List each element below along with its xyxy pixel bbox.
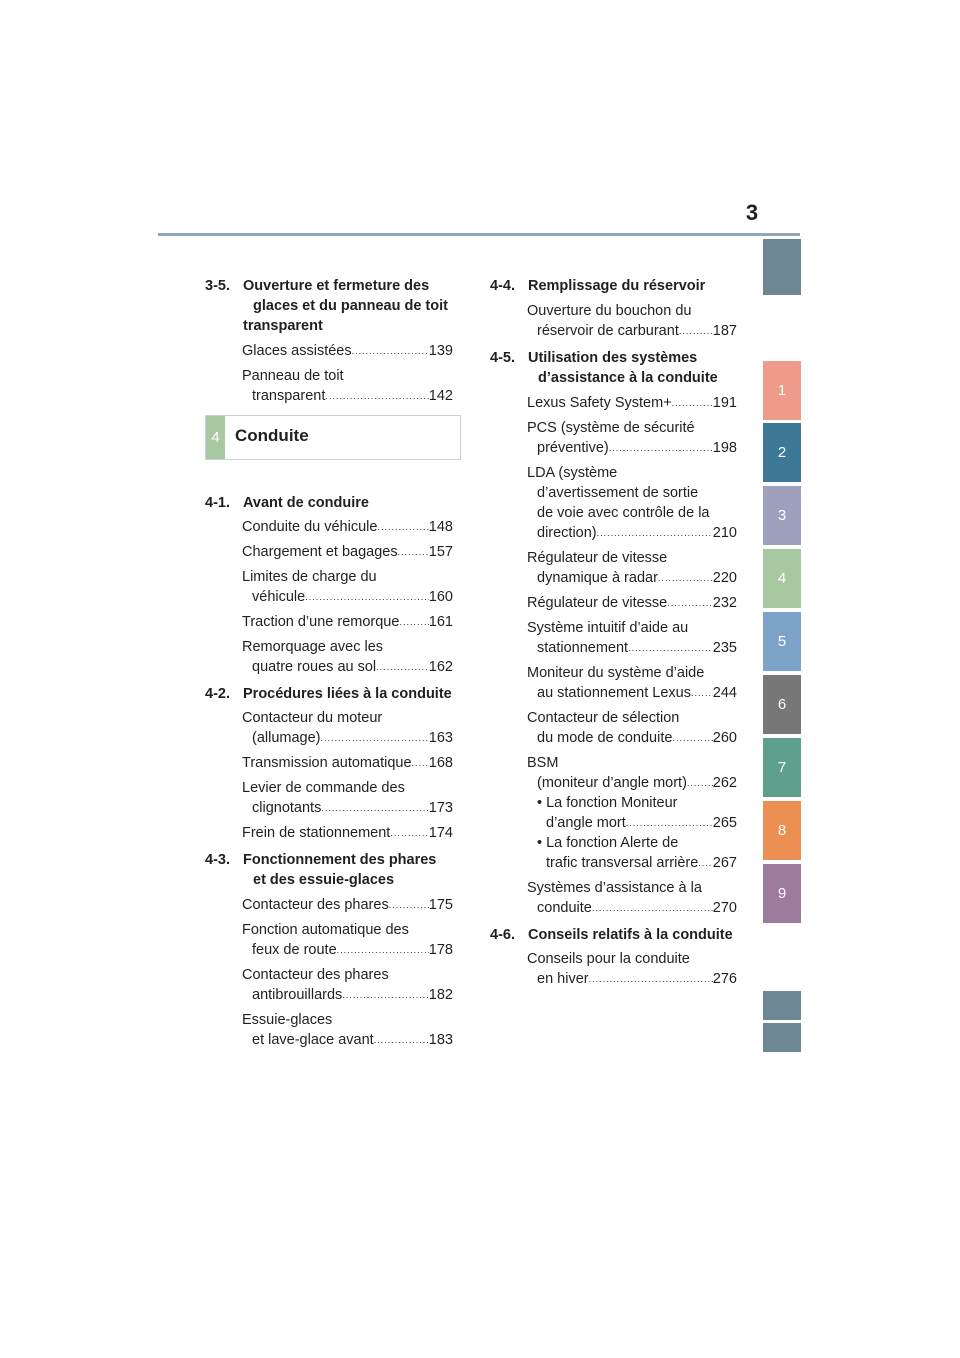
header-rule [158,233,800,236]
subentry-title: • La fonction Moniteur [537,795,678,811]
entry-title: Contacteur des phares [242,897,389,913]
entry-title-cont: clignotants [252,800,322,816]
toc-entry[interactable] [205,965,453,1005]
section-title: Ouverture et fermeture des [243,278,430,294]
toc-entry[interactable] [205,366,453,406]
page-number: 3 [745,200,759,225]
tab-chapter-8[interactable]: 8 [763,801,801,860]
entry-title-cont: de voie avec contrôle de la [537,505,710,521]
entry-page: 220 [712,570,737,586]
section-number: 4-3. [205,852,230,868]
section-4-3[interactable] [205,850,453,890]
toc-entry[interactable] [205,542,453,562]
chapter-title: Conduite [235,426,309,445]
section-number: 3-5. [205,278,230,294]
entry-title: LDA (système [527,465,618,481]
entry-title-cont: du mode de conduite [537,730,673,746]
toc-right-column [490,276,737,989]
toc-entry[interactable] [205,895,453,915]
toc-entry[interactable] [205,1010,453,1050]
toc-entry[interactable] [205,517,453,537]
entry-title: Chargement et bagages [242,544,398,560]
chapter-heading-box [205,415,461,460]
section-4-6[interactable] [490,925,737,945]
entry-page: 163 [428,730,453,746]
subentry-title-cont: trafic transversal arrière [546,855,699,871]
entry-page: 232 [712,595,737,611]
toc-entry[interactable] [490,418,737,458]
entry-title-cont: conduite [537,900,592,916]
entry-title: Systèmes d’assistance à la [527,880,702,896]
entry-title: Régulateur de vitesse [527,595,668,611]
entry-page: 191 [712,395,737,411]
entry-title: Glaces assistées [242,343,352,359]
toc-entry[interactable] [490,301,737,341]
section-title: Avant de conduire [243,495,369,511]
section-title: Fonctionnement des phares [243,852,437,868]
entry-title: Régulateur de vitesse [527,550,668,566]
toc-entry[interactable] [205,753,453,773]
tab-chapter-7[interactable]: 7 [763,738,801,797]
entry-title: Contacteur du moteur [242,710,383,726]
tab-chapter-9[interactable]: 9 [763,864,801,923]
entry-page: 244 [712,685,737,701]
section-title: Remplissage du réservoir [528,278,706,294]
tab-chapter-3[interactable]: 3 [763,486,801,545]
entry-page: 276 [712,971,737,987]
toc-entry[interactable] [205,341,453,361]
entry-title-cont: quatre roues au sol [252,659,377,675]
toc-entry[interactable] [205,708,453,748]
entry-page: 178 [428,942,453,958]
toc-entry[interactable] [490,949,737,989]
subentry-title-cont: d’angle mort [546,815,626,831]
tab-chapter-1[interactable]: 1 [763,361,801,420]
entry-title-cont: d’avertissement de sortie [537,485,699,501]
toc-entry[interactable] [490,618,737,658]
entry-title-cont: feux de route [252,942,337,958]
toc-entry[interactable] [490,593,737,613]
entry-title: BSM [527,755,559,771]
section-number: 4-5. [490,350,515,366]
section-title: Procédures liées à la conduite [243,686,452,702]
entry-page: 260 [712,730,737,746]
entry-title: Panneau de toit [242,368,344,384]
toc-entry[interactable] [205,823,453,843]
entry-page: 198 [712,440,737,456]
toc-entry[interactable] [205,637,453,677]
entry-page: 168 [428,755,453,771]
tab-top-1[interactable] [763,239,801,295]
entry-title-cont: transparent [252,388,326,404]
entry-title: Contacteur des phares [242,967,389,983]
section-title-cont: glaces et du panneau de toit [253,298,448,314]
entry-page: 183 [428,1032,453,1048]
entry-page: 267 [712,855,737,871]
toc-entry[interactable] [205,778,453,818]
entry-page: 148 [428,519,453,535]
entry-title: PCS (système de sécurité [527,420,695,436]
entry-title: Traction d’une remorque [242,614,400,630]
entry-title-cont: véhicule [252,589,306,605]
entry-title: Transmission automatique [242,755,412,771]
toc-subentry[interactable] [490,793,737,833]
toc-entry[interactable] [490,463,737,543]
section-number: 4-2. [205,686,230,702]
toc-entry[interactable] [490,663,737,703]
section-number: 4-1. [205,495,230,511]
section-4-1[interactable] [205,493,453,513]
toc-entry[interactable] [205,567,453,607]
tab-chapter-4[interactable]: 4 [763,549,801,608]
entry-page: 262 [712,775,737,791]
entry-page: 270 [712,900,737,916]
entry-title: Fonction automatique des [242,922,409,938]
section-number: 4-6. [490,927,515,943]
entry-page: 175 [428,897,453,913]
entry-title-cont: et lave-glace avant [252,1032,374,1048]
toc-entry[interactable] [490,753,737,793]
toc-left-column [205,276,453,1050]
entry-title: Conduite du véhicule [242,519,378,535]
subentry-title: • La fonction Alerte de [537,835,679,851]
entry-title: Conseils pour la conduite [527,951,690,967]
entry-page: 187 [712,323,737,339]
entry-page: 139 [428,343,453,359]
section-title-cont: d’assistance à la conduite [538,370,718,386]
section-4-4[interactable] [490,276,737,296]
entry-page: 173 [428,800,453,816]
section-title-cont: et des essuie-glaces [253,872,395,888]
entry-title-cont: antibrouillards [252,987,343,1003]
entry-title-cont: en hiver [537,971,589,987]
entry-title: Ouverture du bouchon du [527,303,692,319]
section-title: Utilisation des systèmes [528,350,698,366]
entry-title: Lexus Safety System+ [527,395,672,411]
entry-title-cont: préventive) [537,440,609,456]
entry-title: Limites de charge du [242,569,377,585]
entry-title: Système intuitif d’aide au [527,620,689,636]
entry-title-cont: réservoir de carburant [537,323,679,339]
tab-chapter-2[interactable]: 2 [763,423,801,482]
entry-title-cont: (allumage) [252,730,321,746]
tab-bottom-1[interactable] [763,991,801,1020]
toc-entry[interactable] [490,708,737,748]
toc-entry[interactable] [490,878,737,918]
section-title-cont: transparent [243,318,323,334]
section-4-2[interactable] [205,684,453,704]
entry-title: Frein de stationnement [242,825,391,841]
entry-title: Contacteur de sélection [527,710,680,726]
entry-page: 157 [428,544,453,560]
section-3-5[interactable] [205,276,453,336]
entry-page: 235 [712,640,737,656]
entry-title: Levier de commande des [242,780,405,796]
entry-title: Essuie-glaces [242,1012,333,1028]
entry-title-cont: direction) [537,525,597,541]
toc-subentry[interactable] [490,833,737,873]
entry-page: 160 [428,589,453,605]
entry-page: 161 [428,614,453,630]
entry-page: 162 [428,659,453,675]
tab-chapter-5[interactable]: 5 [763,612,801,671]
entry-page: 210 [712,525,737,541]
section-number: 4-4. [490,278,515,294]
entry-page: 142 [428,388,453,404]
entry-title: Remorquage avec les [242,639,384,655]
toc-entry[interactable] [490,548,737,588]
section-4-5[interactable] [490,348,737,388]
entry-page: 174 [428,825,453,841]
toc-entry[interactable] [205,612,453,632]
entry-title: Moniteur du système d’aide [527,665,705,681]
tab-bottom-2[interactable] [763,1023,801,1052]
toc-entry[interactable] [490,393,737,413]
tab-chapter-6[interactable]: 6 [763,675,801,734]
entry-title-cont: stationnement [537,640,629,656]
entry-title-cont: (moniteur d’angle mort) [537,775,687,791]
entry-title-cont: au stationnement Lexus [537,685,691,701]
entry-title-cont: dynamique à radar [537,570,658,586]
chapter-number: 4 [206,416,225,459]
toc-entry[interactable] [205,920,453,960]
entry-page: 182 [428,987,453,1003]
entry-page: 265 [712,815,737,831]
section-title: Conseils relatifs à la conduite [528,927,733,943]
